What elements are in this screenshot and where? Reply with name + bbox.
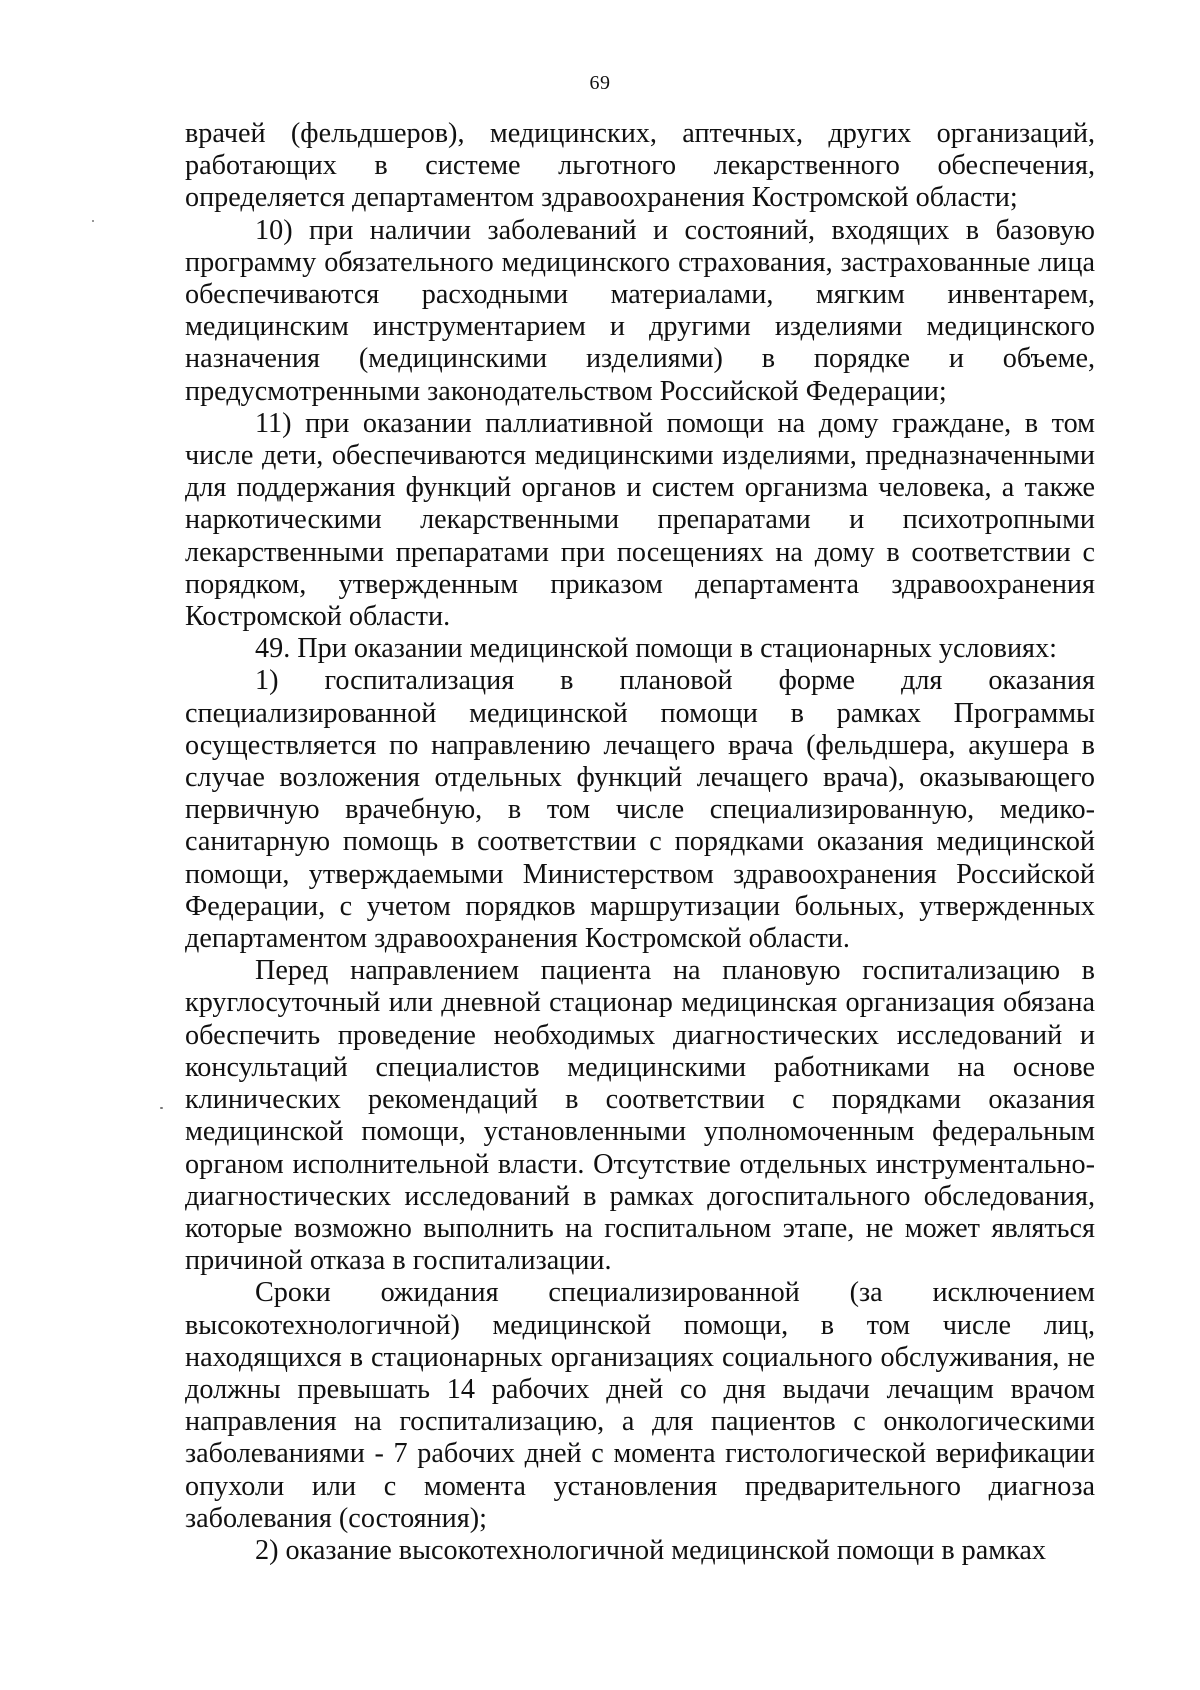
document-body [185, 118, 1095, 1567]
text-line: круглосуточный или дневной стационар медицинская организация обязана [185, 987, 1095, 1019]
text-line: числе дети, обеспечиваются медицинскими изделиями, предназначенными [185, 440, 1095, 472]
text-line: заболевания (состояния); [185, 1502, 487, 1534]
text-line: высокотехнологичной) медицинской помощи, в том числе лиц, [185, 1309, 1095, 1341]
text-line: предусмотренными законодательством Российской Федерации; [185, 375, 947, 407]
text-line: находящихся в стационарных организациях социального обслуживания, не [185, 1341, 1095, 1373]
text-line: направления на госпитализацию, а для пациентов с онкологическими [185, 1406, 1095, 1438]
text-line: опухоли или с момента установления предварительного диагноза [185, 1470, 1095, 1502]
text-line: осуществляется по направлению лечащего врача (фельдшера, акушера в [185, 729, 1095, 761]
text-line: программу обязательного медицинского страхования, застрахованные лица [185, 246, 1095, 278]
text-line: лекарственными препаратами при посещениях на дому в соответствии с [185, 536, 1095, 568]
text-line: специализированной медицинской помощи в рамках Программы [185, 697, 1095, 729]
text-line: Сроки ожидания специализированной (за исключением [255, 1277, 1095, 1309]
text-line: Перед направлением пациента на плановую госпитализацию в [255, 955, 1095, 987]
text-line: 10) при наличии заболеваний и состояний, входящих в базовую [255, 214, 1095, 246]
text-line: причиной отказа в госпитализации. [185, 1245, 612, 1277]
text-line: департаментом здравоохранения Костромской области. [185, 923, 850, 955]
text-line: медицинским инструментарием и другими изделиями медицинского [185, 311, 1095, 343]
text-line: наркотическими лекарственными препаратами и психотропными [185, 504, 1095, 536]
text-line: должны превышать 14 рабочих дней со дня выдачи лечащим врачом [185, 1373, 1095, 1405]
text-line: Федерации, с учетом порядков маршрутизации больных, утвержденных [185, 890, 1095, 922]
text-line: клинических рекомендаций в соответствии с порядками оказания [185, 1084, 1095, 1116]
text-line: 49. При оказании медицинской помощи в стационарных условиях: [255, 633, 1057, 665]
text-line: медицинской помощи, установленными уполномоченным федеральным [185, 1116, 1095, 1148]
text-line: случае возложения отдельных функций лечащего врача), оказывающего [185, 762, 1095, 794]
text-line: Костромской области. [185, 601, 451, 633]
text-line: обеспечить проведение необходимых диагностических исследований и [185, 1019, 1095, 1051]
scan-artifact-dot [92, 220, 94, 222]
text-line: врачей (фельдшеров), медицинских, аптечных, других организаций, [185, 118, 1095, 149]
text-line: порядком, утвержденным приказом департамента здравоохранения [185, 568, 1095, 600]
text-line: 11) при оказании паллиативной помощи на дому граждане, в том [255, 407, 1095, 439]
text-line: назначения (медицинскими изделиями) в порядке и объеме, [185, 343, 1095, 375]
text-line: диагностических исследований в рамках догоспитального обследования, [185, 1180, 1095, 1212]
text-line: определяется департаментом здравоохранения Костромской области; [185, 182, 1018, 214]
text-line: для поддержания функций органов и систем организма человека, а также [185, 472, 1095, 504]
text-line: 2) оказание высокотехнологичной медицинской помощи в рамках [255, 1534, 1046, 1566]
text-line: заболеваниями - 7 рабочих дней с момента гистологической верификации [185, 1438, 1095, 1470]
text-line: первичную врачебную, в том числе специализированную, медико- [185, 794, 1095, 826]
scan-artifact-dot [160, 1107, 163, 1109]
text-line: 1) госпитализация в плановой форме для оказания [255, 665, 1095, 697]
text-line: санитарную помощь в соответствии с порядками оказания медицинской [185, 826, 1095, 858]
text-line: органом исполнительной власти. Отсутствие отдельных инструментально- [185, 1148, 1095, 1180]
text-line: которые возможно выполнить на госпитальном этапе, не может являться [185, 1212, 1095, 1244]
text-line: работающих в системе льготного лекарственного обеспечения, [185, 150, 1095, 182]
text-line: обеспечиваются расходными материалами, мягким инвентарем, [185, 279, 1095, 311]
page-number: 69 [589, 72, 611, 94]
text-line: консультаций специалистов медицинскими работниками на основе [185, 1051, 1095, 1083]
text-line: помощи, утверждаемыми Министерством здравоохранения Российской [185, 858, 1095, 890]
